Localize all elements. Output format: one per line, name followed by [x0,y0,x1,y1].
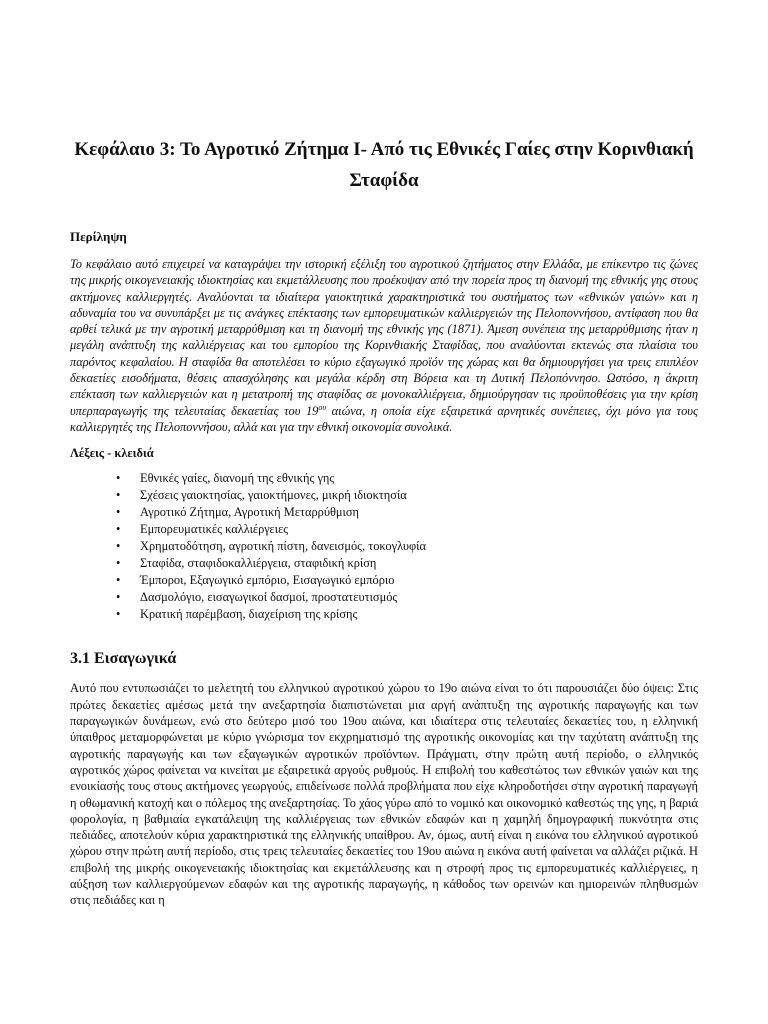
keyword-text: Έμποροι, Εξαγωγικό εμπόριο, Εισαγωγικό εμπόριο [140,572,395,587]
keyword-item [116,487,698,504]
keyword-item [116,606,698,623]
keyword-item [116,470,698,487]
bullet-icon: • [116,555,121,570]
keyword-item [116,589,698,606]
keyword-text: Εμπορευματικές καλλιέργειες [140,521,289,536]
keywords-heading: Λέξεις - κλειδιά [70,446,154,461]
keyword-text: Σχέσεις γαιοκτησίας, γαιοκτήμονες, μικρή ιδιοκτησία [140,488,407,503]
abstract-text-part1: Το κεφάλαιο αυτό επιχειρεί να καταγράψει την ιστορική εξέλιξη του αγροτικού ζητήματος στην Ελλάδα, με επίκεντρο τις ζώνες της μικρής οικογενειακής ιδιοκτησίας και εκμετάλλευσης που προέκυψαν από την πορεία προς τη διανομή της εθνικής γης στους ακτήμονες καλλιεργητές. Αναλύονται τα ιδιαίτερα γαιοκτητικά χαρακτηριστικά του συστήματος των «εθνικών γαιών» και η αδυναμία του να συνυπάρξει με τις ανάγκες επέκτασης των εμπορευματικών καλλιεργειών της Πελοποννήσου, αντίφαση που θα αρθεί τελικά με την αγροτική μεταρρύθμιση και τη διανομή της εθνικής γης (1871). Άμεση συνέπεια της μεταρρύθμισης ήταν η μεγάλη ανάπτυξη της καλλιέργειας και του εμπορίου της Κορινθιακής Σταφίδας, που αναλύονται εκτενώς στα πλαίσια του παρόντος κεφαλαίου. Η σταφίδα θα αποτελέσει το κύριο εξαγωγικό προϊόν της χώρας και θα δημιουργήσει για τρεις επιπλέον δεκαετίες εισοδήματα, θέσεις απασχόλησης και μεγάλα κέρδη στη Βόρεια και τη Δυτική Πελοπόννησο. Ωστόσο, η άκριτη επέκταση των καλλιεργειών και η μετατροπή της σταφίδας σε μονοκαλλιέργεια, δημιούργησαν τις προϋποθέσεις για την κρίση υπερπαραγωγής της τελευταίας δεκαετίας του 19 [70,257,698,418]
keyword-item [116,504,698,521]
bullet-icon: • [116,572,121,587]
keyword-item [116,572,698,589]
bullet-icon: • [116,606,121,621]
keywords-list [70,470,698,622]
section-heading: 3.1 Εισαγωγικά [70,650,177,668]
document-page [70,0,698,909]
bullet-icon: • [116,538,121,553]
abstract-superscript: ου [318,402,327,412]
bullet-icon: • [116,488,121,503]
keyword-item [116,538,698,555]
keyword-text: Δασμολόγιο, εισαγωγικοί δασμοί, προστατευτισμός [140,589,398,604]
chapter-title: Κεφάλαιο 3: Το Αγροτικό Ζήτημα Ι- Από τις Εθνικές Γαίες στην Κορινθιακή Σταφίδα [74,139,694,191]
bullet-icon: • [116,471,121,486]
keyword-text: Εθνικές γαίες, διανομή της εθνικής γης [140,471,335,486]
summary-heading: Περίληψη [70,229,127,244]
bullet-icon: • [116,505,121,520]
keyword-item [116,555,698,572]
keyword-text: Κρατική παρέμβαση, διαχείριση της κρίσης [140,606,358,621]
abstract-paragraph [70,256,698,435]
keyword-item [116,521,698,538]
bullet-icon: • [116,589,121,604]
keyword-text: Χρηματοδότηση, αγροτική πίστη, δανεισμός, τοκογλυφία [140,538,426,553]
intro-paragraph: Αυτό που εντυπωσιάζει το μελετητή του ελληνικού αγροτικού χώρου το 19ο αιώνα είναι το ότι παρουσιάζει δύο όψεις: Στις πρώτες δεκαετίες αμέσως μετά την ανεξαρτησία διαπιστώνεται μια αργή ανάπτυξη της αγροτικής παραγωγής και των παραγωγικών δυνάμεων, ενώ στο δεύτερο μισό του 19ου αιώνα, και ιδιαίτερα στις τελευταίες δεκαετίες του, η ελληνική ύπαιθρος μεταμορφώνεται με κύριο γνώρισμα τον εκχρηματισμό της αγροτικής οικονομίας και την ταχύτατη ανάπτυξη της αγροτικής παραγωγής και των εξαγωγικών αγροτικών προϊόντων. Πράγματι, στην πρώτη αυτή περίοδο, ο ελληνικός αγροτικός χώρος φαίνεται να κινείται με εξαιρετικά αργούς ρυθμούς. Η επιβολή του καθεστώτος των εθνικών γαιών και της ενοικίασής τους στους ακτήμονες γεωργούς, επιδείνωσε πολλά προβλήματα που είχε κληροδοτήσει στην αγροτική παραγωγή η οθωμανική κατοχή και ο πόλεμος της ανεξαρτησίας. Το χάος γύρω από το νομικό και οικονομικό καθεστώς της γης, η βαριά φορολογία, η βαθμιαία εγκατάλειψη της καλλιέργειας των εθνικών εδαφών και η χαμηλή δημογραφική πυκνότητα στις πεδιάδες, αποτελούν κύρια χαρακτηριστικά της ελληνικής υπαίθρου. Αν, όμως, αυτή είναι η εικόνα του ελληνικού αγροτικού χώρου στην πρώτη αυτή περίοδο, στις τρεις τελευταίες δεκαετίες του 19ου αιώνα η εικόνα αυτή φαίνεται να αλλάζει ριζικά. Η επιβολή της μικρής οικογενειακής ιδιοκτησίας και εκμετάλλευσης και η στροφή προς τις εμπορευματικές καλλιέργειες, η αύξηση των καλλιεργούμενων εδαφών και της αγροτικής παραγωγής, η κάθοδος των ορεινών και ημιορεινών πληθυσμών στις πεδιάδες και η [70,681,698,908]
keyword-text: Σταφίδα, σταφιδοκαλλιέργεια, σταφιδική κρίση [140,555,377,570]
abstract-text-part2: αιώνα, η οποία είχε εξαιρετικά αρνητικές συνέπειες, όχι μόνο για τους καλλιεργητές της Πελοποννήσου, αλλά και για την εθνική οικονομία συνολικά. [70,403,698,434]
bullet-icon: • [116,521,121,536]
keyword-text: Αγροτικό Ζήτημα, Αγροτική Μεταρρύθμιση [140,505,360,520]
